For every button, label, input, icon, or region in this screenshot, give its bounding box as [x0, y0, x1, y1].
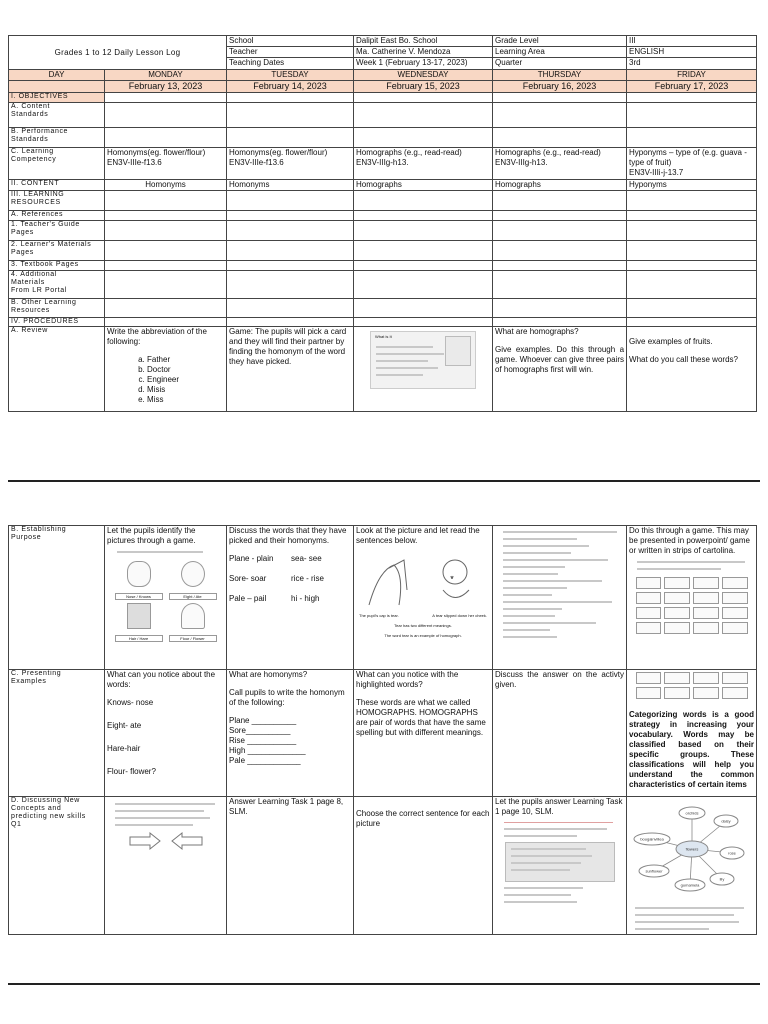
- examples-monday: [105, 670, 227, 797]
- content-tuesday: Homonyms: [227, 180, 354, 191]
- discussing-thursday-text: Let the pupils answer Learning Task 1 page 10, SLM.: [495, 797, 623, 816]
- day-wednesday: WEDNESDAY: [354, 70, 493, 81]
- thumbnail-title: What is It: [375, 334, 392, 339]
- day-thursday: THURSDAY: [493, 70, 627, 81]
- number-eight-picture: [181, 561, 205, 587]
- examples-wednesday: [354, 670, 493, 797]
- tear-picture-thumbnail: [359, 550, 487, 646]
- examples-tuesday-question: What are homonyms?: [229, 670, 308, 679]
- flower-web-diagram: [630, 799, 754, 929]
- quarter-value: 3rd: [627, 58, 757, 70]
- school-label: School: [227, 36, 354, 47]
- tile-label: Nose / Knows: [115, 593, 163, 600]
- purpose-tuesday: [227, 526, 354, 670]
- row-content-standards: A. Content Standards: [9, 103, 105, 128]
- list-item: e. Miss: [147, 395, 224, 405]
- row-additional-materials: 4. Additional Materials From LR Portal: [9, 271, 105, 299]
- review-monday: [105, 327, 227, 412]
- examples-wednesday-text: These words are what we called HOMOGRAPHS. HOMOGRAPHS are pair of words that have the same spelling but with different meanings.: [356, 698, 486, 737]
- area-value: ENGLISH: [627, 47, 757, 58]
- pair-item: Flour- flower?: [107, 767, 156, 776]
- discussing-wednesday-text: Choose the correct sentence for each picture: [356, 809, 490, 828]
- row-teachers-guide: 1. Teacher's Guide Pages: [9, 221, 105, 241]
- pair-item: sea- see: [291, 554, 322, 563]
- web-node: bougainvillea: [639, 836, 664, 842]
- web-node: lily: [719, 876, 724, 882]
- content-thursday: Homographs: [493, 180, 627, 191]
- homonym-pairs: [229, 554, 351, 604]
- list-item: a. Father: [147, 355, 224, 365]
- worksheet-thumbnail: [370, 331, 476, 389]
- list-item: b. Doctor: [147, 365, 224, 375]
- flower-picture: [181, 603, 205, 629]
- content-monday: Homonyms: [105, 180, 227, 191]
- category-exercise-thumbnail: [632, 561, 752, 663]
- examples-friday: [627, 670, 757, 797]
- page-divider: [8, 983, 760, 985]
- pair-item: Sore- soar: [229, 574, 267, 583]
- examples-tuesday: [227, 670, 354, 797]
- date-friday: February 17, 2023: [627, 81, 757, 93]
- grade-value: III: [627, 36, 757, 47]
- web-node: daisy: [720, 818, 731, 824]
- date-tuesday: February 14, 2023: [227, 81, 354, 93]
- lesson-log-table-page2: [8, 525, 757, 935]
- competency-thursday: Homographs (e.g., read-read) EN3V-IIIg-h13.: [493, 148, 627, 180]
- date-wednesday: February 15, 2023: [354, 81, 493, 93]
- picture-game-thumbnail: [112, 551, 220, 657]
- arrow-icons: [110, 831, 222, 851]
- thumbnail-picture: [445, 336, 471, 366]
- grade-label: Grade Level: [493, 36, 627, 47]
- pair-item: rice - rise: [291, 574, 324, 583]
- row-objectives: I. OBJECTIVES: [9, 93, 105, 103]
- blank-word: Rise ___________: [229, 736, 297, 745]
- caption-3: Tear has two different meanings.: [394, 623, 452, 628]
- pair-item: Eight- ate: [107, 721, 142, 730]
- review-friday: [627, 327, 757, 412]
- examples-wednesday-question: What can you notice with the highlighted words?: [356, 670, 459, 689]
- web-node: orchids: [685, 810, 698, 816]
- purpose-thursday: [493, 526, 627, 670]
- review-monday-intro: Write the abbreviation of the following:: [107, 327, 207, 346]
- day-tuesday: TUESDAY: [227, 70, 354, 81]
- day-monday: MONDAY: [105, 70, 227, 81]
- purpose-wednesday: [354, 526, 493, 670]
- row-content: II. CONTENT: [9, 180, 105, 191]
- tile-label: Flour / Flower: [169, 635, 217, 642]
- row-discussing-concepts: D. Discussing New Concepts and predicting new skills Q1: [9, 797, 105, 935]
- tile-label: Hair / Hare: [115, 635, 163, 642]
- web-center: flowers: [685, 846, 698, 852]
- purpose-monday-text: Let the pupils identify the pictures through a game.: [107, 526, 196, 545]
- day-label: DAY: [9, 70, 105, 81]
- category-exercise-continued: [632, 670, 752, 706]
- caption-2: A tear slipped down her cheek.: [432, 613, 487, 618]
- word-web: [630, 799, 754, 899]
- date-thursday: February 16, 2023: [493, 81, 627, 93]
- list-item: c. Engineer: [147, 375, 224, 385]
- purpose-monday: [105, 526, 227, 670]
- review-thursday: [493, 327, 627, 412]
- review-friday-1: Give examples of fruits.: [629, 337, 713, 346]
- caption-4: The word tear is an example of homograph.: [384, 633, 462, 638]
- blank-word: Plane __________: [229, 716, 297, 725]
- row-other-resources: B. Other Learning Resources: [9, 299, 105, 318]
- row-learning-competency: C. Learning Competency: [9, 148, 105, 180]
- competency-monday: Homonyms(eg. flower/flour) EN3V-IIIe-f13.6: [105, 148, 227, 180]
- dates-label: Teaching Dates: [227, 58, 354, 70]
- pair-item: Pale – pail: [229, 594, 267, 603]
- pair-item: Knows- nose: [107, 698, 154, 707]
- row-review: A. Review: [9, 327, 105, 412]
- caption-1: The pupil's cap is tear.: [359, 613, 399, 618]
- blank-word: High _____________: [229, 746, 306, 755]
- web-node: sunflower: [644, 868, 663, 874]
- review-thursday-text: Give examples. Do this through a game. Whoever can give three pairs of homographs first will win.: [495, 345, 625, 374]
- web-node: gumamela: [680, 882, 699, 888]
- lesson-log-table-page1: [8, 35, 757, 412]
- teacher-value: Ma. Catherine V. Mendoza: [354, 47, 493, 58]
- doc-title: Grades 1 to 12 Daily Lesson Log: [9, 36, 227, 70]
- abbreviation-list: [107, 355, 224, 405]
- row-references: A. References: [9, 211, 105, 221]
- row-textbook-pages: 3. Textbook Pages: [9, 261, 105, 271]
- row-learners-materials: 2. Learner's Materials Pages: [9, 241, 105, 261]
- competency-friday: Hyponyms – type of (e.g. guava - type of fruit) EN3V-IIIi-j-13.7: [627, 148, 757, 180]
- nose-picture: [127, 561, 151, 587]
- review-thursday-question: What are homographs?: [495, 327, 579, 336]
- page-divider: [8, 480, 760, 482]
- discussing-friday: [627, 797, 757, 935]
- row-learning-resources: III. LEARNING RESOURCES: [9, 191, 105, 211]
- arrow-exercise-thumbnail: [110, 803, 222, 863]
- day-friday: FRIDAY: [627, 70, 757, 81]
- examples-friday-text: Categorizing words is a good strategy in increasing your vocabulary. Words may be classified based on their specific groups. These classifications will help you understand the common characteristics of certain items: [629, 710, 754, 789]
- examples-tuesday-instruction: Call pupils to write the homonym of the following:: [229, 688, 345, 707]
- dates-value: Week 1 (February 13-17, 2023): [354, 58, 493, 70]
- quarter-label: Quarter: [493, 58, 627, 70]
- discussing-thursday: [493, 797, 627, 935]
- row-procedures: IV. PROCEDURES: [9, 318, 105, 327]
- purpose-tuesday-text: Discuss the words that they have picked and their homonyms.: [229, 526, 347, 545]
- blank-word: Sore__________: [229, 726, 291, 735]
- content-friday: Hyponyms: [627, 180, 757, 191]
- purpose-friday-text: Do this through a game. This may be presented in powerpoint/ game or written in strips of cartolina.: [629, 526, 750, 555]
- discussing-wednesday: [354, 797, 493, 935]
- examples-thursday: Discuss the answer on the activty given.: [493, 670, 627, 797]
- date-monday: February 13, 2023: [105, 81, 227, 93]
- list-item: d. Misis: [147, 385, 224, 395]
- pair-item: Hare-hair: [107, 744, 141, 753]
- learning-task-thumbnail: [499, 822, 621, 918]
- competency-wednesday: Homographs (e.g., read-read) EN3V-IIIg-h13.: [354, 148, 493, 180]
- content-wednesday: Homographs: [354, 180, 493, 191]
- review-wednesday: [354, 327, 493, 412]
- row-presenting-examples: C. Presenting Examples: [9, 670, 105, 797]
- area-label: Learning Area: [493, 47, 627, 58]
- row-establishing-purpose: B. Establishing Purpose: [9, 526, 105, 670]
- discussing-monday: [105, 797, 227, 935]
- purpose-friday: [627, 526, 757, 670]
- hair-picture: [127, 603, 151, 629]
- web-node: rose: [727, 850, 736, 856]
- examples-monday-question: What can you notice about the words:: [107, 670, 216, 689]
- teacher-label: Teacher: [227, 47, 354, 58]
- pair-item: hi - high: [291, 594, 320, 603]
- purpose-wednesday-text: Look at the picture and let read the sentences below.: [356, 526, 480, 545]
- review-friday-2: What do you call these words?: [629, 355, 738, 364]
- school-value: Dalipit East Bo. School: [354, 36, 493, 47]
- pair-item: Plane - plain: [229, 554, 274, 563]
- discussing-tuesday: Answer Learning Task 1 page 8, SLM.: [227, 797, 354, 935]
- tile-label: Eight / Ate: [169, 593, 217, 600]
- review-tuesday: Game: The pupils will pick a card and they will find their partner by finding the homonym of the word they have picked.: [227, 327, 354, 412]
- row-performance-standards: B. Performance Standards: [9, 128, 105, 148]
- tear-illustration: [359, 550, 487, 610]
- competency-tuesday: Homonyms(eg. flower/flour) EN3V-IIIe-f13.6: [227, 148, 354, 180]
- blank-word: Pale ____________: [229, 756, 301, 765]
- exercise-thumbnail: [498, 531, 622, 665]
